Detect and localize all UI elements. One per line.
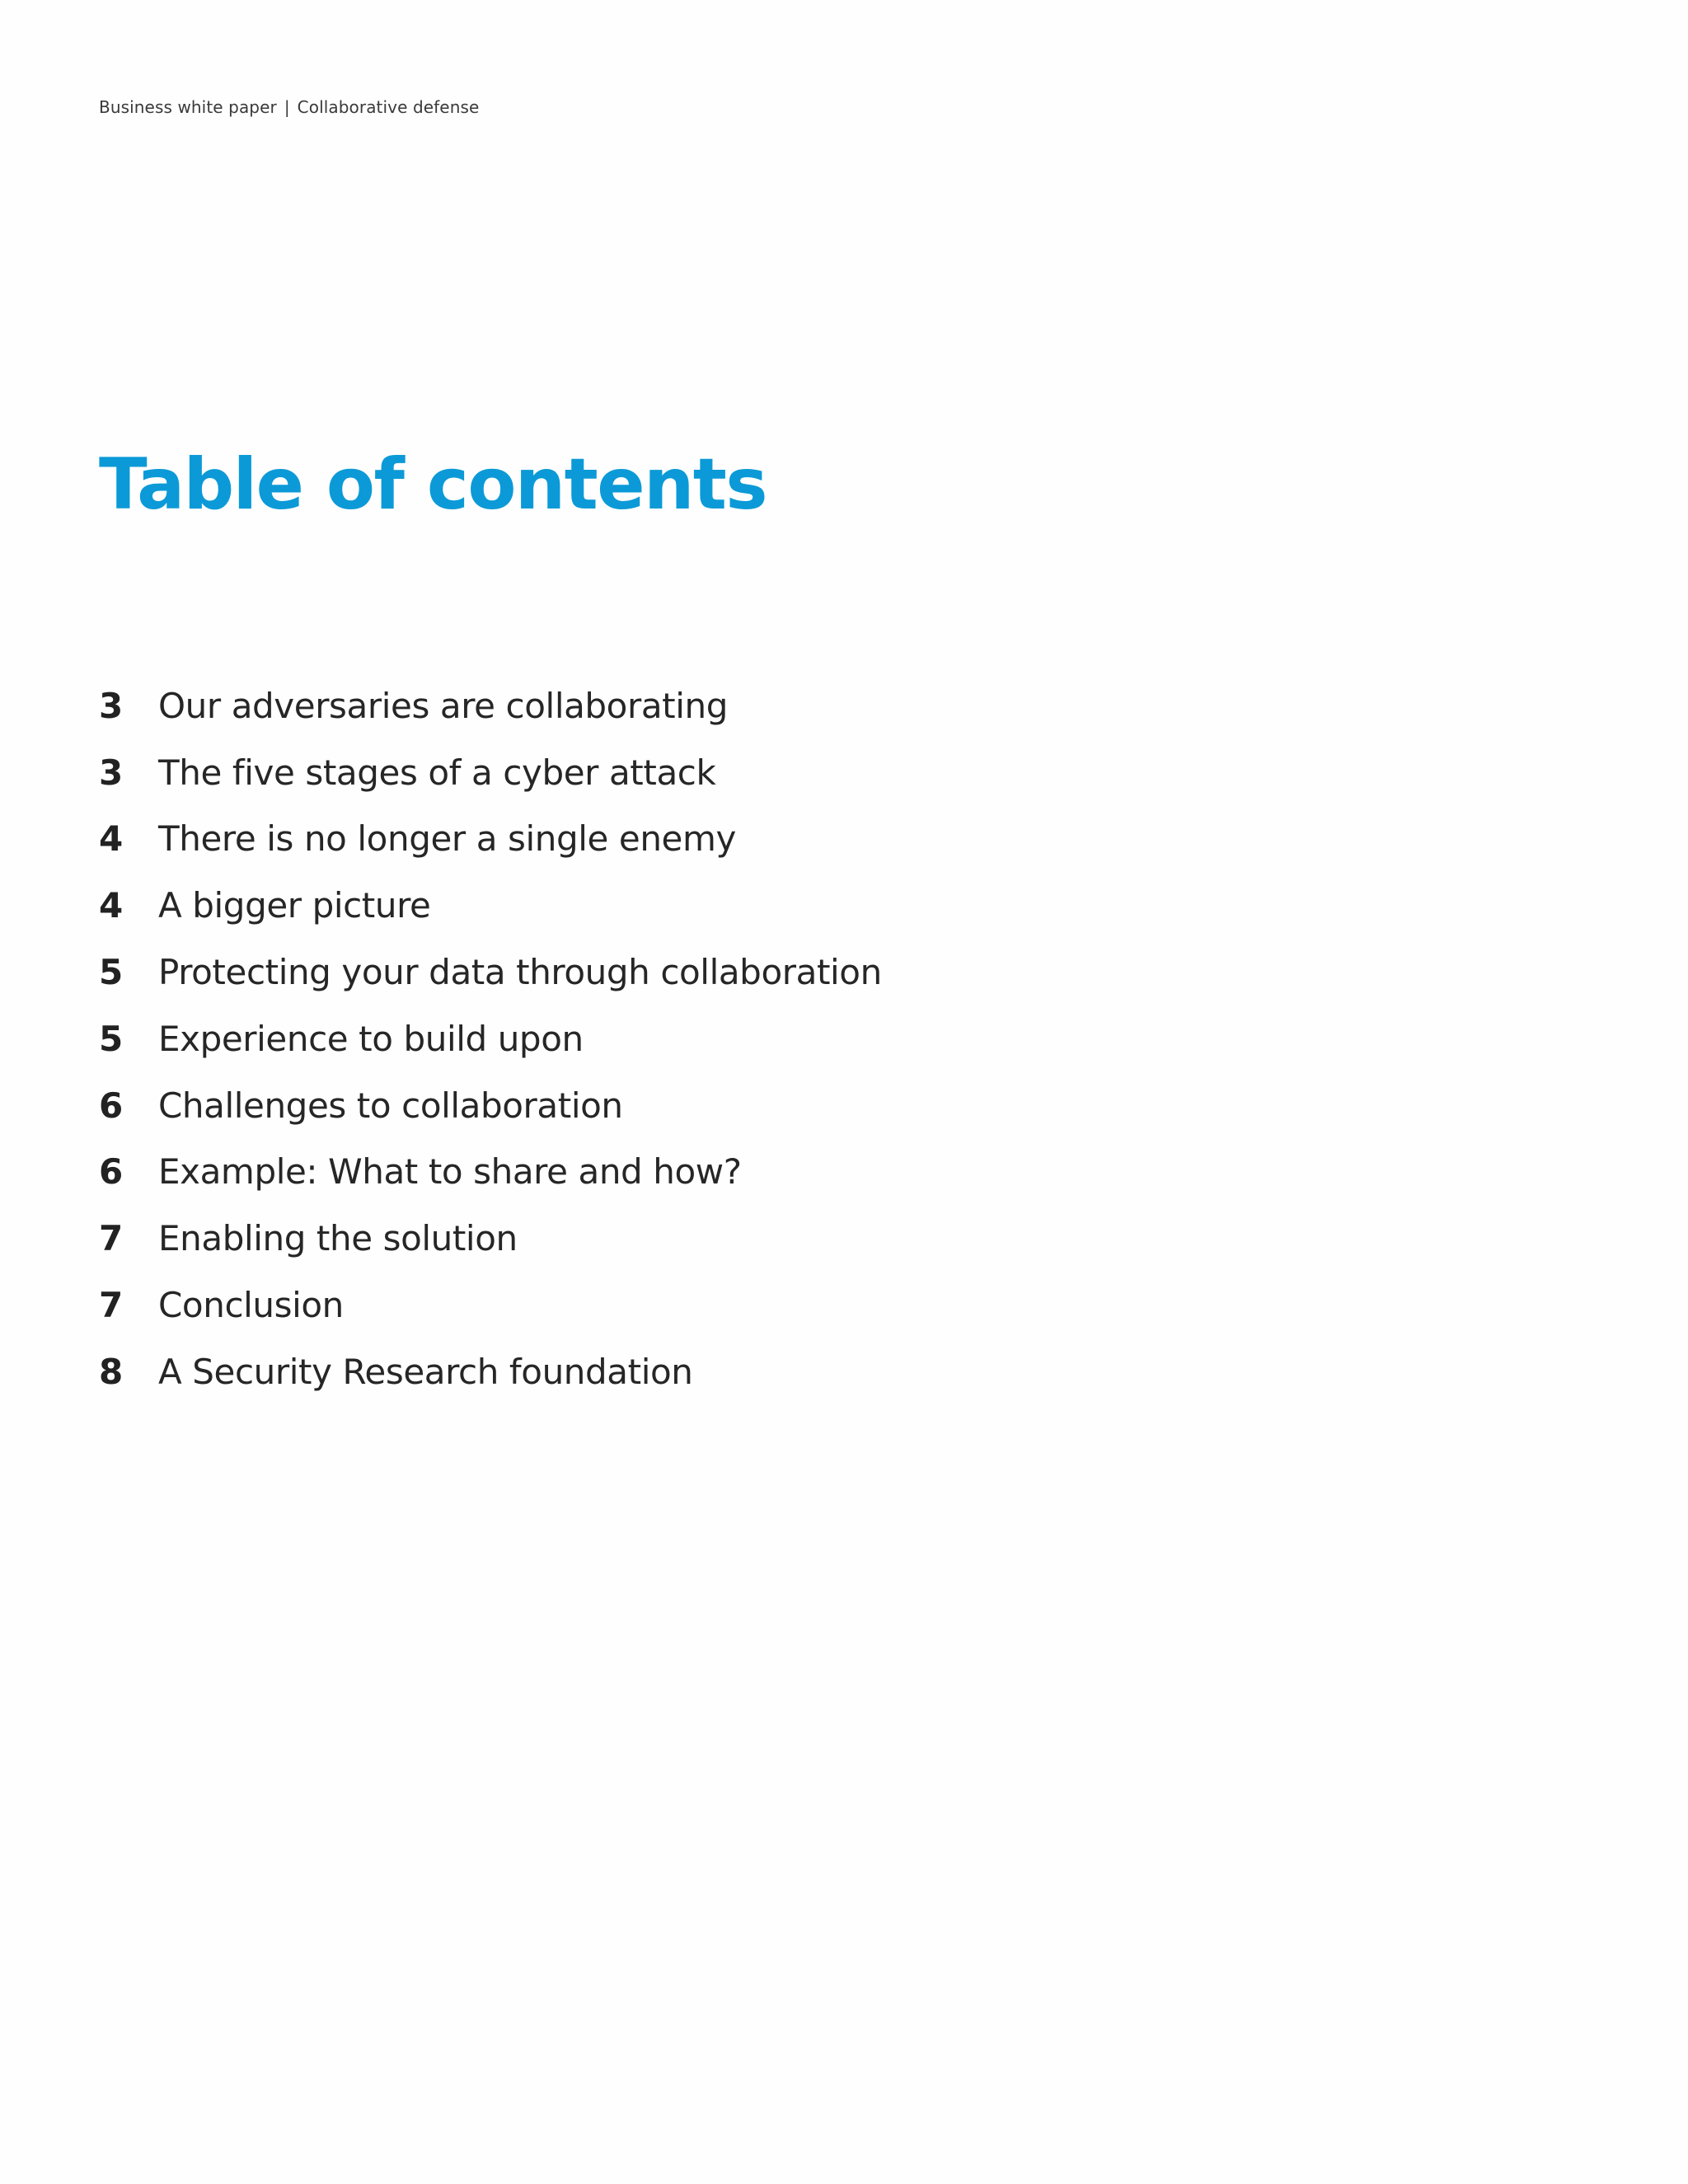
toc-page-number: 6 bbox=[99, 1151, 124, 1193]
toc-entry-title[interactable]: There is no longer a single enemy bbox=[158, 818, 736, 860]
toc-entry[interactable] bbox=[99, 1005, 882, 1072]
header-separator: | bbox=[284, 97, 290, 117]
toc-entry-title[interactable]: Protecting your data through collaboration bbox=[158, 952, 882, 993]
toc-entry[interactable] bbox=[99, 1139, 882, 1206]
toc-entry[interactable] bbox=[99, 806, 882, 873]
toc-page-number: 7 bbox=[99, 1218, 124, 1259]
toc-entry[interactable] bbox=[99, 872, 882, 939]
toc-entry-title[interactable]: Challenges to collaboration bbox=[158, 1085, 623, 1126]
header-doc-type: Business white paper bbox=[99, 97, 277, 117]
toc-entry[interactable] bbox=[99, 739, 882, 806]
toc-entry-title[interactable]: A Security Research foundation bbox=[158, 1351, 693, 1392]
toc-entry[interactable] bbox=[99, 939, 882, 1005]
toc-page-number: 4 bbox=[99, 818, 124, 860]
toc-entry-title[interactable]: Our adversaries are collaborating bbox=[158, 685, 728, 726]
toc-page-number: 6 bbox=[99, 1085, 124, 1126]
toc-page-number: 4 bbox=[99, 885, 124, 926]
toc-entry[interactable] bbox=[99, 673, 882, 739]
toc-entry[interactable] bbox=[99, 1205, 882, 1272]
page-title: Table of contents bbox=[99, 443, 767, 526]
toc-page-number: 8 bbox=[99, 1351, 124, 1392]
running-header bbox=[99, 96, 479, 118]
toc-list bbox=[99, 673, 882, 1405]
toc-page-number: 7 bbox=[99, 1285, 124, 1326]
toc-entry-title[interactable]: Example: What to share and how? bbox=[158, 1151, 742, 1193]
toc-entry-title[interactable]: Enabling the solution bbox=[158, 1218, 518, 1259]
toc-entry[interactable] bbox=[99, 1338, 882, 1405]
toc-page-number: 3 bbox=[99, 752, 124, 793]
toc-page-number: 3 bbox=[99, 685, 124, 726]
toc-entry-title[interactable]: Experience to build upon bbox=[158, 1018, 584, 1059]
toc-entry[interactable] bbox=[99, 1272, 882, 1338]
header-doc-title: Collaborative defense bbox=[297, 97, 480, 117]
toc-entry-title[interactable]: The five stages of a cyber attack bbox=[158, 752, 716, 793]
toc-page-number: 5 bbox=[99, 1018, 124, 1059]
toc-entry-title[interactable]: A bigger picture bbox=[158, 885, 431, 926]
toc-page-number: 5 bbox=[99, 952, 124, 993]
toc-entry[interactable] bbox=[99, 1072, 882, 1139]
toc-entry-title[interactable]: Conclusion bbox=[158, 1285, 344, 1326]
